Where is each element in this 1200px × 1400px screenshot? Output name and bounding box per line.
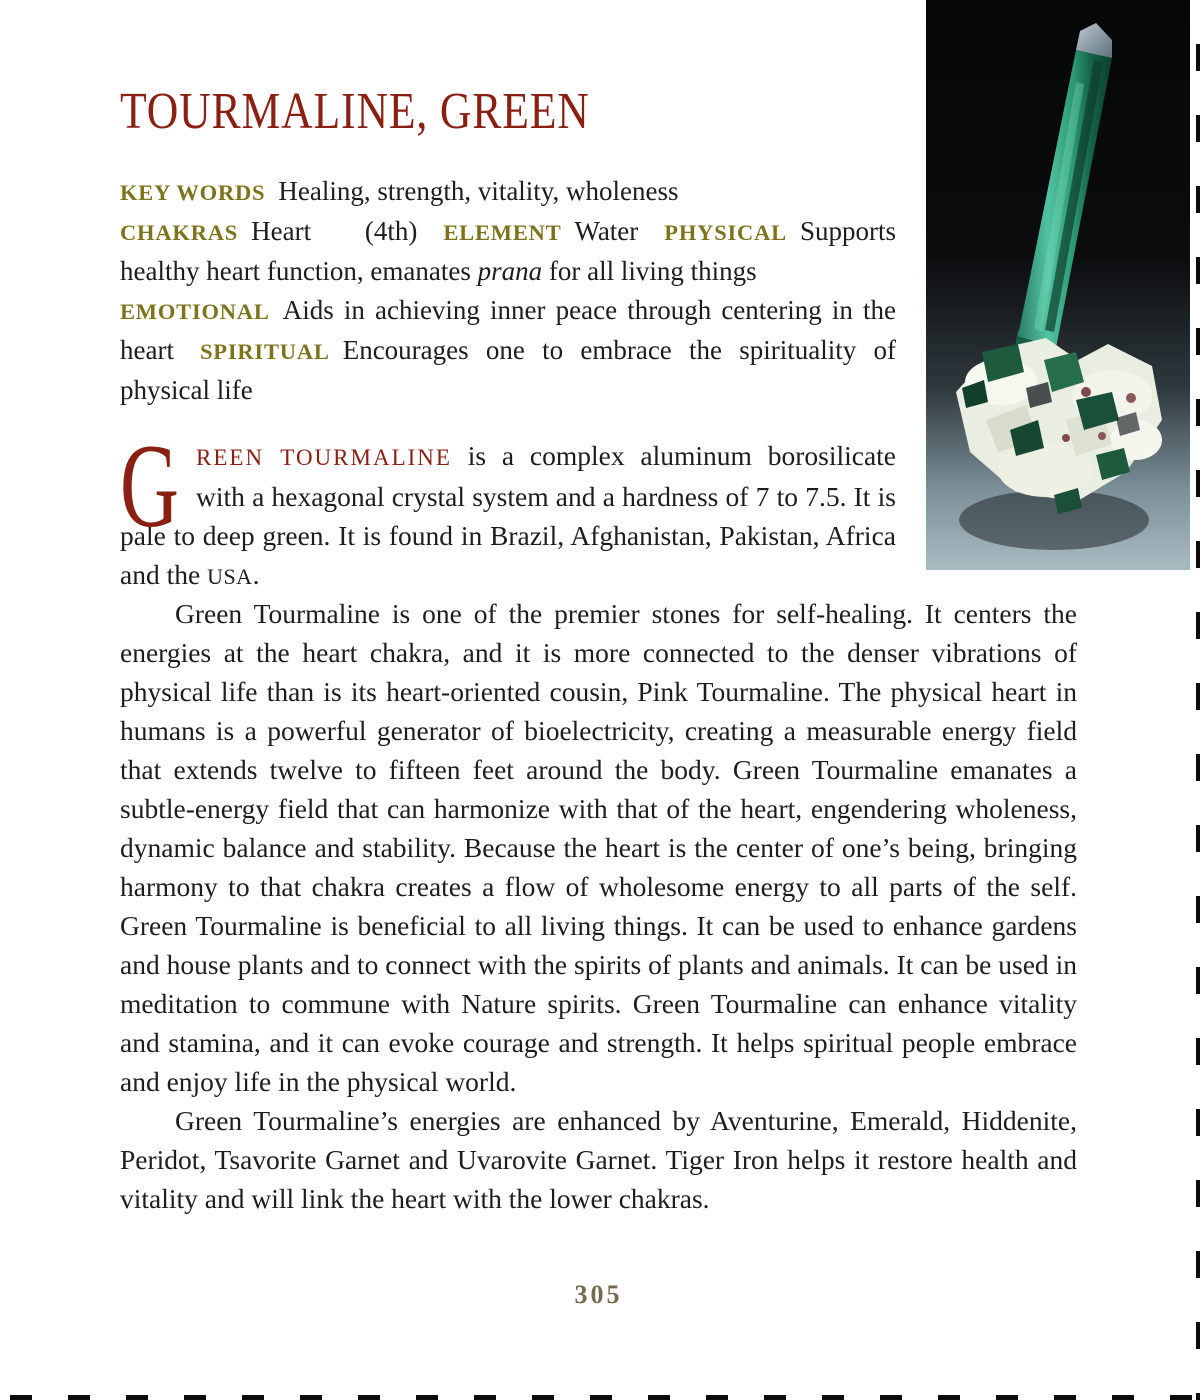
page-edge-marks-bottom (0, 1395, 1200, 1400)
body-text (120, 594, 1077, 1218)
physical-value-after: for all living things (542, 256, 757, 286)
chakras-value: Heart (4th) (251, 216, 418, 246)
page-number: 305 (574, 1280, 623, 1309)
page-title: TOURMALINE, GREEN (120, 83, 590, 140)
drop-cap: G (120, 419, 179, 552)
specimen-shadow (959, 490, 1149, 550)
spiritual-label: SPIRITUAL (199, 339, 330, 364)
element-label: ELEMENT (443, 220, 562, 245)
lepidolite-fleck (1098, 432, 1106, 440)
physical-value-before: Supports healthy heart function, emanates (120, 216, 896, 286)
chakras-element-physical-line (120, 212, 896, 291)
emotional-spiritual-line (120, 291, 896, 410)
lepidolite-fleck (1126, 393, 1136, 403)
chakras-label: CHAKRAS (120, 220, 239, 245)
lead-smallcaps: REEN TOURMALINE (196, 445, 452, 470)
page-edge-marks-right (1196, 0, 1200, 1400)
physical-value-italic: prana (477, 256, 543, 286)
emotional-label: EMOTIONAL (120, 299, 270, 324)
keywords-line (120, 172, 896, 212)
lepidolite-fleck (1081, 387, 1091, 397)
element-value: Water (574, 216, 639, 246)
keywords-block (120, 172, 896, 410)
paragraph-self-healing: Green Tourmaline is one of the premier stones for self-healing. It centers the energies at the heart chakra, and it is more connected to the denser vibrations of physical life than is its heart-oriented cousin, Pink Tourmaline. The physical heart in humans is a powerful generator of bioelectricity, creating a measurable energy field that extends twelve to fifteen feet around the body. Green Tourmaline emanates a subtle-energy field that can harmonize with that of the heart, engendering wholeness, dynamic balance and stability. Because the heart is the center of one’s being, bringing harmony to that chakra creates a flow of wholesome energy to all parts of the self. Green Tourmaline is beneficial to all living things. It can be used to enhance gardens and house plants and to connect with the spirits of plants and animals. It can be used in meditation to commune with Nature spirits. Green Tourmaline can enhance vitality and stamina, and it can evoke courage and strength. It helps spiritual people embrace and enjoy life in the physical world. (120, 598, 1077, 1097)
key-words-label: KEY WORDS (120, 180, 266, 205)
lepidolite-fleck (1062, 434, 1070, 442)
physical-label: PHYSICAL (664, 220, 787, 245)
crystal-photo-svg (926, 0, 1190, 570)
paragraph-synergies: Green Tourmaline’s energies are enhanced by Aventurine, Emerald, Hiddenite, Peridot, Tsavorite Garnet and Uvarovite Garnet. Tiger Iron helps it restore health and vitality and will link the heart with the lower chakras. (120, 1105, 1077, 1214)
usa-smallcaps: USA (207, 564, 253, 589)
intro-period: . (252, 559, 260, 590)
spiritual-value: Encourages one to embrace the spirituality of physical life (120, 335, 896, 405)
intro-text: is a complex aluminum borosilicate with a hexagonal crystal system and a hardness of 7 to 7.5. It is pale to deep green. It is found in Brazil, Afghanistan, Pakistan, Africa and the (120, 440, 896, 590)
intro-paragraph (120, 419, 896, 596)
emotional-value: Aids in achieving inner peace through centering in the heart (120, 295, 896, 365)
key-words-value: Healing, strength, vitality, wholeness (278, 176, 679, 206)
tourmaline-photo (926, 0, 1190, 570)
